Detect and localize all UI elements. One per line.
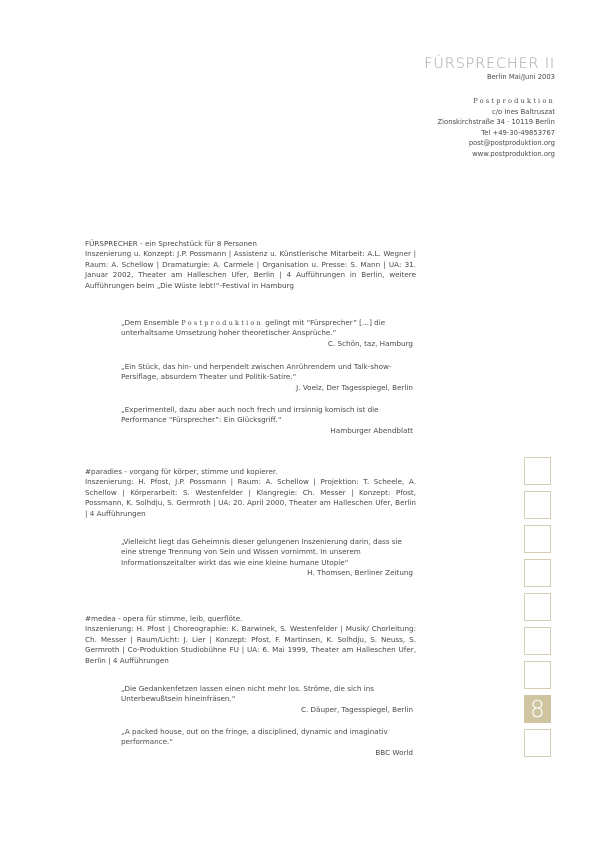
press-quote (121, 405, 413, 436)
production-credits: Inszenierung: H. Pfost, J.P. Possmann | Raum: A. Schellow | Projektion: T. Scheele, A. Schellow | Körperarbeit: S. Westenfelder | Klangregie: Ch. Messer | Konzept: Pfost, Possmann, K. Solhdju, S. Germroth | UA: 20. April 2000, Theater am Halleschen Ufer, Berlin | 4 Aufführungen (85, 477, 416, 518)
quote-text: „Dem Ensemble Postproduktion gelingt mit “Fürsprecher” […] die unterhaltsame Umsetzung hoher theoretischer Ansprüche.“ (121, 318, 386, 338)
quote-text: „A packed house, out on the fringe, a disciplined, dynamic and imaginativ performance.“ (121, 727, 388, 747)
press-quote (121, 318, 413, 349)
document-title: FÜRSPRECHER II (424, 56, 555, 72)
page-tab[interactable] (524, 627, 551, 655)
quote-source: Hamburger Abendblatt (330, 425, 413, 435)
contact-block (438, 96, 556, 159)
page-tab[interactable] (524, 525, 551, 553)
quote-source: H. Thomsen, Berliner Zeitung (307, 568, 413, 578)
production-heading: FÜRSPRECHER - ein Sprechstück für 8 Personen (85, 239, 257, 248)
production-heading: #paradies - vorgang für körper, stimme und kopierer. (85, 467, 278, 476)
page-tab[interactable] (524, 457, 551, 485)
quote-text: „Experimentell, dazu aber auch noch frech und irrsinnig komisch ist die Performance “Fürsprecher”: Ein Glücksgriff.“ (121, 405, 379, 425)
page-tab-current[interactable] (524, 695, 551, 723)
quote-source: C. Schön, taz, Hamburg (327, 338, 413, 348)
contact-phone: Tel +49-30-49853767 (481, 128, 555, 137)
quote-text: „Die Gedankenfetzen lassen einen nicht mehr los. Ströme, die sich ins Unterbewußtsein hineinfräsen.“ (121, 684, 375, 704)
production-medea (85, 614, 416, 666)
contact-email[interactable]: post@postproduktion.org (468, 139, 555, 147)
quote-text: „Vielleicht liegt das Geheimnis dieser gelungenen Inszenierung darin, dass sie eine strenge Trennung von Sein und Wissen vornimmt. In unserem Informationszeitalter wirkt das wie eine kleine humane Utopie“ (121, 537, 402, 567)
quote-source: BBC World (375, 747, 413, 757)
production-fuersprecher (85, 239, 416, 291)
contact-street: Zionskirchstraße 34 · 10119 Berlin (437, 118, 555, 126)
page-tab[interactable] (524, 593, 551, 621)
production-credits: Inszenierung: H. Pfost | Choreographie: K. Barwinek, S. Westenfelder | Musik/ Chorleitung: Ch. Messer | Raum/Licht: J. Lier | Konzept: Pfost, F. Martinsen, K. Solhdju, S. Neuss, S. Germroth | Co-Produktion Studiobühne FU | UA: 6. Mai 1999, Theater am Halleschen Ufer, Berlin | 4 Aufführungen (85, 624, 416, 665)
press-quote (121, 537, 413, 579)
quote-source: J. Voelz, Der Tagesspiegel, Berlin (296, 382, 413, 392)
press-quote (121, 727, 413, 758)
document-subtitle: Berlin Mai/Juni 2003 (486, 73, 555, 81)
press-quote (121, 684, 413, 715)
page-tab[interactable] (524, 491, 551, 519)
page-tab[interactable] (524, 559, 551, 587)
page-tab[interactable] (524, 661, 551, 689)
press-quote (121, 362, 413, 393)
production-paradies (85, 467, 416, 519)
quote-text: „Ein Stück, das hin- und herpendelt zwischen Anrührendem und Talk-show-Persiflage, absurdem Theater und Politik-Satire.“ (121, 362, 392, 382)
production-credits: Inszenierung u. Konzept: J.P. Possmann | Assistenz u. Künstlerische Mitarbeit: A.L. Wegner | Raum: A. Schellow | Dramaturgie: A. Carmele | Organisation u. Presse: S. Mann | UA: 31. Januar 2002, Theater am Halleschen Ufer, Berlin | 4 Aufführungen in Berlin, weitere Aufführungen beim „Die Wüste lebt!“-Festival in Hamburg (85, 249, 416, 290)
page-tab[interactable] (524, 729, 551, 757)
production-heading: #medea - opera für stimme, leib, querflöte. (85, 614, 243, 623)
page-number: 8 (530, 697, 545, 723)
quote-source: C. Däuper, Tagesspiegel, Berlin (300, 704, 413, 714)
contact-website[interactable]: www.postproduktion.org (472, 149, 555, 158)
contact-department: Postproduktion (473, 97, 555, 105)
contact-care-of: c/o Ines Baltruszat (492, 107, 555, 116)
